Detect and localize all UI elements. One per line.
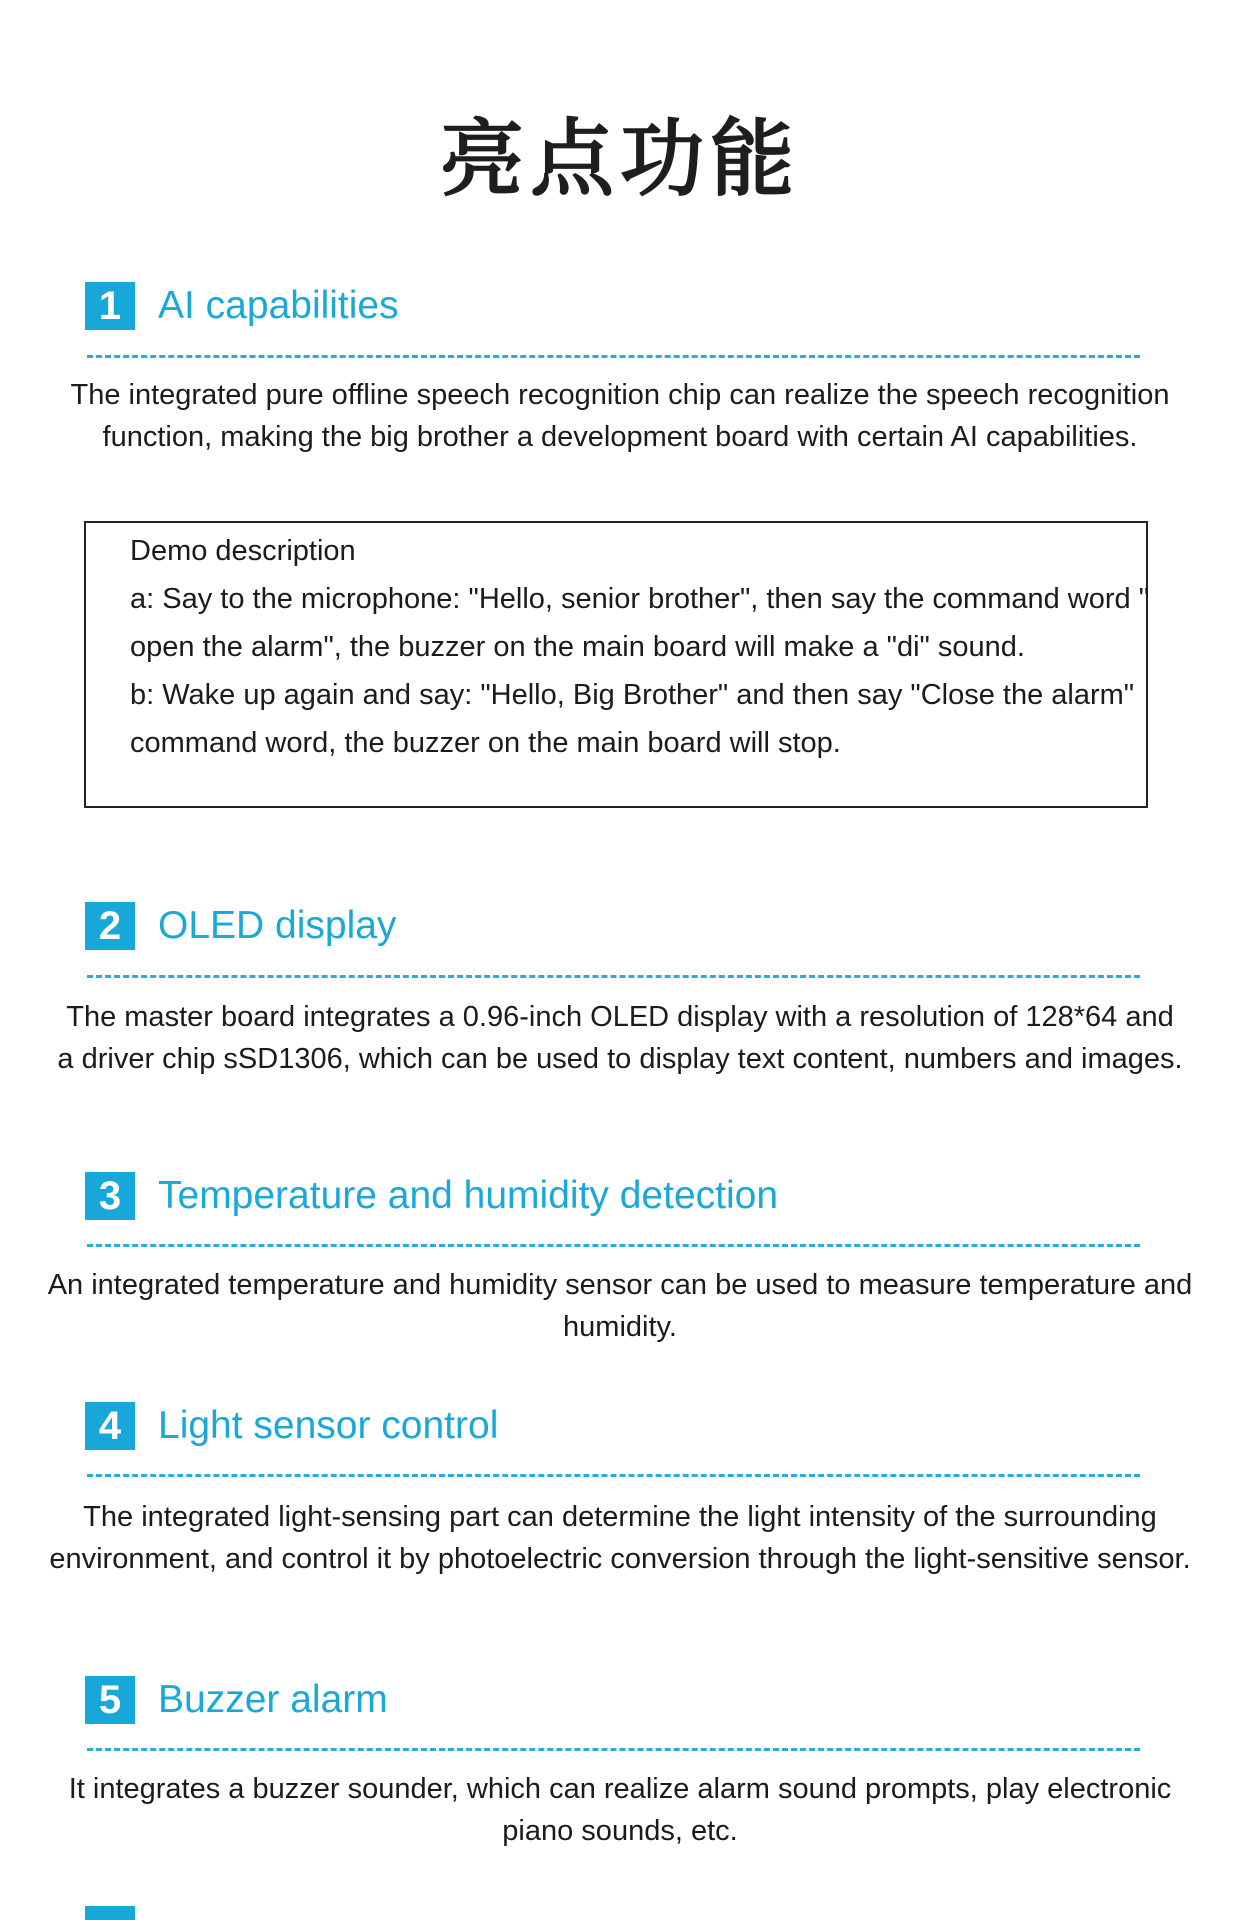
description-line: It integrates a buzzer sounder, which can realize alarm sound prompts, play electronic: [68, 1773, 1172, 1805]
section-number-badge: 1: [85, 282, 135, 330]
section-description: [40, 1264, 1200, 1348]
section-description: [40, 1768, 1200, 1852]
description-line: The integrated pure offline speech recognition chip can realize the speech recognition: [70, 379, 1170, 411]
section-description: [40, 996, 1200, 1080]
demo-line: command word, the buzzer on the main board will stop.: [130, 727, 841, 759]
description-line: The integrated light-sensing part can determine the light intensity of the surrounding: [83, 1501, 1157, 1533]
section-number-badge: 2: [85, 902, 135, 950]
description-line: humidity.: [563, 1311, 677, 1343]
page-title: 亮点功能: [439, 110, 800, 208]
description-line: piano sounds, etc.: [502, 1815, 738, 1847]
section-title: AI capabilities: [158, 284, 399, 327]
description-line: An integrated temperature and humidity sensor can be used to measure temperature and: [47, 1269, 1193, 1301]
dashed-divider: [87, 1244, 1140, 1247]
section-description: [40, 1496, 1200, 1580]
section-number-badge: 3: [85, 1172, 135, 1220]
demo-heading: Demo description: [130, 535, 356, 567]
section-number-badge: 4: [85, 1402, 135, 1450]
next-section-badge-partial: [85, 1906, 135, 1920]
section-title: Buzzer alarm: [158, 1678, 388, 1721]
section-title: Light sensor control: [158, 1404, 499, 1447]
demo-line: b: Wake up again and say: "Hello, Big Brother" and then say "Close the alarm": [130, 679, 1135, 711]
section-title: OLED display: [158, 904, 397, 947]
section-number-badge: 5: [85, 1676, 135, 1724]
section-title: Temperature and humidity detection: [158, 1174, 779, 1217]
dashed-divider: [87, 975, 1140, 978]
dashed-divider: [87, 355, 1140, 358]
demo-line: open the alarm", the buzzer on the main board will make a "di" sound.: [130, 631, 1025, 663]
description-line: function, making the big brother a development board with certain AI capabilities.: [102, 421, 1138, 453]
dashed-divider: [87, 1748, 1140, 1751]
demo-description-box: [84, 521, 1148, 808]
description-line: environment, and control it by photoelectric conversion through the light-sensitive sensor.: [49, 1543, 1191, 1575]
section-description: [40, 374, 1200, 458]
description-line: The master board integrates a 0.96-inch OLED display with a resolution of 128*64 and: [66, 1001, 1174, 1033]
description-line: a driver chip sSD1306, which can be used to display text content, numbers and images.: [57, 1043, 1183, 1075]
dashed-divider: [87, 1474, 1140, 1477]
demo-line: a: Say to the microphone: "Hello, senior brother", then say the command word ": [130, 583, 1150, 615]
